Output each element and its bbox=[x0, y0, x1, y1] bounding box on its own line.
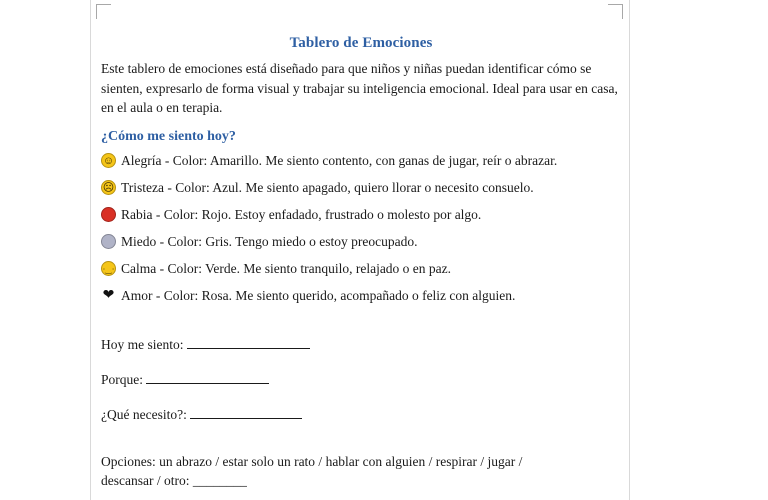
list-item bbox=[101, 233, 621, 251]
left-margin-area bbox=[0, 0, 90, 500]
fearful-face-icon bbox=[101, 234, 116, 249]
prompt-input-need[interactable] bbox=[190, 406, 302, 419]
list-item bbox=[101, 152, 621, 170]
emotion-description: Alegría - Color: Amarillo. Me siento contento, con ganas de jugar, reír o abrazar. bbox=[121, 152, 558, 168]
section-heading-feelings: ¿Cómo me siento hoy? bbox=[101, 128, 236, 144]
prompt-input-reason[interactable] bbox=[146, 371, 269, 384]
smiling-face-icon: ☺ bbox=[102, 154, 115, 167]
document-content bbox=[101, 34, 621, 491]
prompt-row-feeling bbox=[101, 335, 621, 354]
emotion-description: Tristeza - Color: Azul. Me siento apagado, quiero llorar o necesito consuelo. bbox=[121, 179, 534, 195]
page-title: Tablero de Emociones bbox=[289, 35, 433, 51]
right-margin-area bbox=[630, 0, 768, 500]
list-item bbox=[101, 287, 621, 305]
prompt-row-need bbox=[101, 405, 621, 424]
prompt-label-feeling: Hoy me siento: bbox=[101, 336, 184, 352]
emotion-list bbox=[101, 152, 621, 305]
sad-face-icon: ☹ bbox=[102, 181, 115, 194]
options-paragraph: Opciones: un abrazo / estar solo un rato / hablar con alguien / respirar / jugar / descansar / otro: ________ bbox=[101, 453, 523, 488]
intro-paragraph: Este tablero de emociones está diseñado para que niños y niñas puedan identificar cómo se sienten, expresarlo de forma visual y trabajar su inteligencia emocional. Ideal para usar en casa, en el aula o en terapia. bbox=[101, 61, 618, 115]
list-item bbox=[101, 260, 621, 278]
prompt-label-need: ¿Qué necesito?: bbox=[101, 406, 187, 422]
prompt-label-reason: Porque: bbox=[101, 371, 143, 387]
document-page bbox=[90, 0, 630, 500]
fill-in-prompts bbox=[101, 335, 621, 424]
crop-mark-top-right bbox=[608, 4, 623, 19]
crop-mark-top-left bbox=[96, 4, 111, 19]
heart-icon: ❤ bbox=[102, 287, 115, 303]
list-item bbox=[101, 206, 621, 224]
list-item bbox=[101, 179, 621, 197]
calm-face-icon: ·‿· bbox=[101, 261, 116, 276]
prompt-row-reason bbox=[101, 370, 621, 389]
angry-face-icon bbox=[101, 207, 116, 222]
emotion-description: Rabia - Color: Rojo. Estoy enfadado, frustrado o molesto por algo. bbox=[121, 206, 482, 222]
emotion-description: Amor - Color: Rosa. Me siento querido, acompañado o feliz con alguien. bbox=[121, 287, 516, 303]
emotion-description: Calma - Color: Verde. Me siento tranquilo, relajado o en paz. bbox=[121, 260, 452, 276]
emotion-description: Miedo - Color: Gris. Tengo miedo o estoy preocupado. bbox=[121, 233, 418, 249]
prompt-input-feeling[interactable] bbox=[187, 336, 310, 349]
